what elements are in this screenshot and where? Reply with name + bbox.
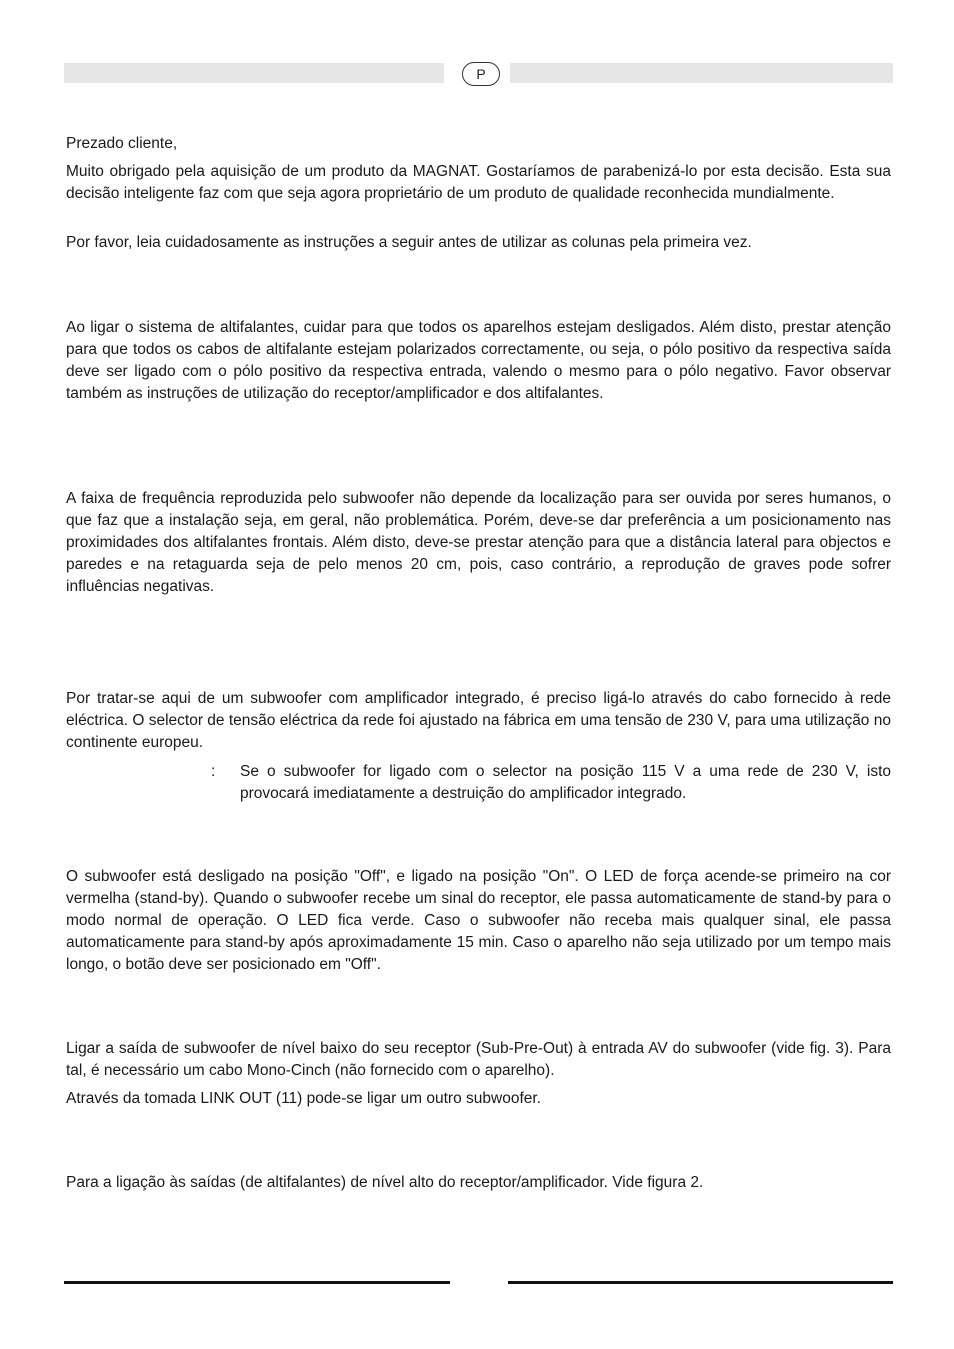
- mains-warning: Se o subwoofer for ligado com o selector na posição 115 V a uma rede de 230 V, isto provocará imediatamente a destruição do amplificador integrado.: [240, 763, 891, 802]
- intro-thanks: Muito obrigado pela aquisição de um produto da MAGNAT. Gostaríamos de parabenizá-lo por esta decisão. Esta sua decisão inteligente faz com que seja agora proprietário de um produto de qualidade reconhecida mundialmente.: [66, 163, 891, 202]
- footer-rule-right: [508, 1281, 893, 1284]
- low-level-paragraph: Ligar a saída de subwoofer de nível baixo do seu receptor (Sub-Pre-Out) à entrada AV do subwoofer (vide fig. 3). Para tal, é necessário um cabo Mono-Cinch (não fornecido com o aparelho).: [66, 1040, 891, 1079]
- header-bar-right: [510, 63, 893, 83]
- header-bar-left: [64, 63, 444, 83]
- mains-paragraph: Por tratar-se aqui de um subwoofer com amplificador integrado, é preciso ligá-lo através do cabo fornecido à rede eléctrica. O selector de tensão eléctrica da rede foi ajustado na fábrica em uma tensão de 230 V, para uma utilização no continente europeu.: [66, 690, 891, 751]
- greeting: Prezado cliente,: [66, 135, 178, 152]
- language-badge: P: [462, 62, 500, 86]
- link-out-paragraph: Através da tomada LINK OUT (11) pode-se ligar um outro subwoofer.: [66, 1090, 541, 1107]
- high-level-paragraph: Para a ligação às saídas (de altifalantes) de nível alto do receptor/amplificador. Vide figura 2.: [66, 1174, 704, 1191]
- footer-rule-left: [64, 1281, 450, 1284]
- warning-marker: :: [211, 763, 216, 780]
- placement-paragraph: A faixa de frequência reproduzida pelo subwoofer não depende da localização para ser ouvida por seres humanos, o que faz que a instalação seja, em geral, não problemática. Porém, deve-se dar preferência a um posicionamento nas proximidades dos altifalantes frontais. Além disto, deve-se prestar atenção para que a distância lateral para objectos e paredes e na retaguarda seja de pelo menos 20 cm, pois, caso contrário, a reprodução de graves pode sofrer influências negativas.: [66, 490, 891, 595]
- connection-safety-paragraph: Ao ligar o sistema de altifalantes, cuidar para que todos os aparelhos estejam desligados. Além disto, prestar atenção para que todos os cabos de altifalante estejam polarizados correctamente, ou seja, o pólo positivo da respectiva saída deve ser ligado com o pólo positivo da respectiva entrada, valendo o mesmo para o pólo negativo. Favor observar também as instruções de utilização do receptor/amplificador e dos altifalantes.: [66, 319, 891, 402]
- intro-read-notice: Por favor, leia cuidadosamente as instruções a seguir antes de utilizar as colunas pela primeira vez.: [66, 234, 752, 251]
- power-switch-paragraph: O subwoofer está desligado na posição "Off", e ligado na posição "On". O LED de força acende-se primeiro na cor vermelha (stand-by). Quando o subwoofer recebe um sinal do receptor, ele passa automaticamente de stand-by para o modo normal de operação. O LED fica verde. Caso o subwoofer não receba mais qualquer sinal, ele passa automaticamente para stand-by após aproximadamente 15 min. Caso o aparelho não seja utilizado por um tempo mais longo, o botão deve ser posicionado em "Off".: [66, 868, 891, 973]
